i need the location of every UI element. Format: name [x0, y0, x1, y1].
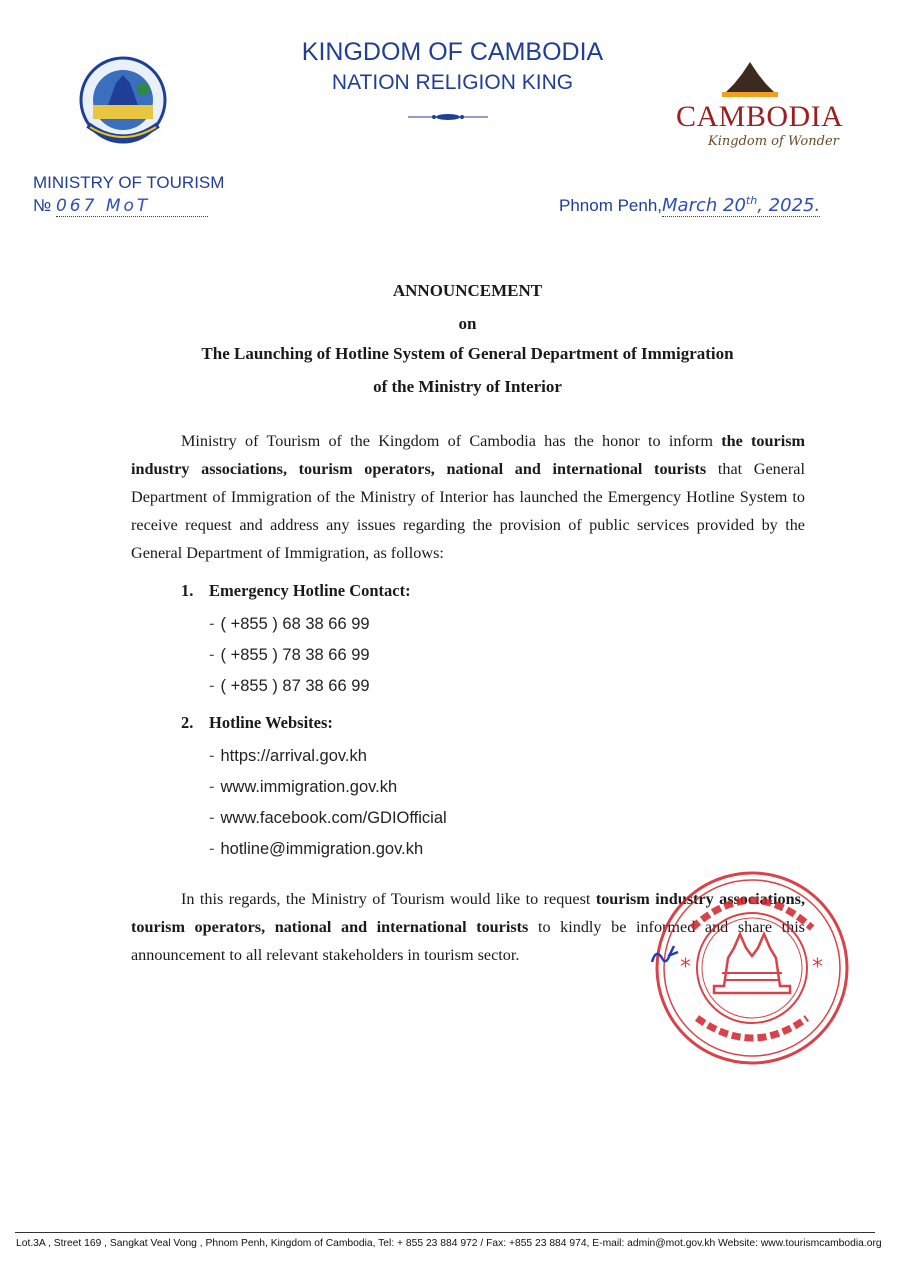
svg-text:*: *: [680, 955, 691, 980]
section-hotline-contact: 1. Emergency Hotline Contact:: [181, 581, 411, 600]
footer-rule: [15, 1232, 875, 1233]
announcement-subject-line1: The Launching of Hotline System of General Department of Immigration: [201, 344, 734, 363]
section-hotline-websites: 2. Hotline Websites:: [181, 713, 333, 732]
kingdom-heading: KINGDOM OF CAMBODIA: [301, 38, 604, 66]
national-motto: NATION RELIGION KING: [331, 71, 574, 94]
announcement-title: ANNOUNCEMENT: [392, 281, 543, 300]
phone-number[interactable]: - ( +855 ) 87 38 66 99: [209, 677, 370, 695]
phone-number[interactable]: - ( +855 ) 78 38 66 99: [209, 646, 370, 664]
ministry-name: MINISTRY OF TOURISM: [33, 173, 225, 192]
cambodia-tagline: Kingdom of Wonder: [708, 134, 839, 149]
website-link[interactable]: - www.facebook.com/GDIOfficial: [209, 809, 447, 827]
intro-paragraph: Ministry of Tourism of the Kingdom of Cambodia has the honor to inform the tourism industry associations, tourism operators, national and international tourists that General Department of Immigration of the Ministry of Interior has launched the Emergency Hotline System to receive request and address any issues regarding the provision of public services provided by the General Department of Immigration, as follows:: [131, 432, 805, 562]
ref-number-handwritten: 067 MoT: [55, 196, 151, 216]
ref-prefix: №: [33, 196, 52, 215]
ministry-emblem-icon: [78, 55, 168, 150]
ref-dotted-line: [56, 196, 208, 217]
svg-text:*: *: [812, 955, 823, 980]
website-link[interactable]: - www.immigration.gov.kh: [209, 778, 398, 796]
email-link[interactable]: - hotline@immigration.gov.kh: [209, 840, 424, 858]
closing-paragraph: In this regards, the Ministry of Tourism would like to request tourism industry associations, tourism operators, national and international tourists to kindly be informed and share this announcement to all relevant stakeholders in tourism sector.: [131, 890, 805, 964]
place-prefix: Phnom Penh,: [559, 196, 663, 215]
reference-number: [33, 196, 208, 217]
announcement-subject-line2: of the Ministry of Interior: [373, 377, 562, 396]
phone-number[interactable]: - ( +855 ) 68 38 66 99: [209, 615, 370, 633]
date-handwritten: March 20th, 2025.: [662, 194, 821, 216]
place-and-date: [559, 194, 820, 216]
website-link[interactable]: - https://arrival.gov.kh: [209, 747, 367, 765]
footer-address: Lot.3A , Street 169 , Sangkat Veal Vong , Phnom Penh, Kingdom of Cambodia, Tel: + 855 23 884 972 / Fax: +855 23 884 974, E-mail: admin@mot.gov.kh Website: www.tourismcambodia.org: [16, 1238, 882, 1249]
signature-mark-icon: [648, 940, 688, 970]
announcement-on: on: [458, 314, 477, 333]
ornament-divider: [408, 111, 488, 123]
cambodia-brand-word: CAMBODIA: [676, 100, 844, 133]
